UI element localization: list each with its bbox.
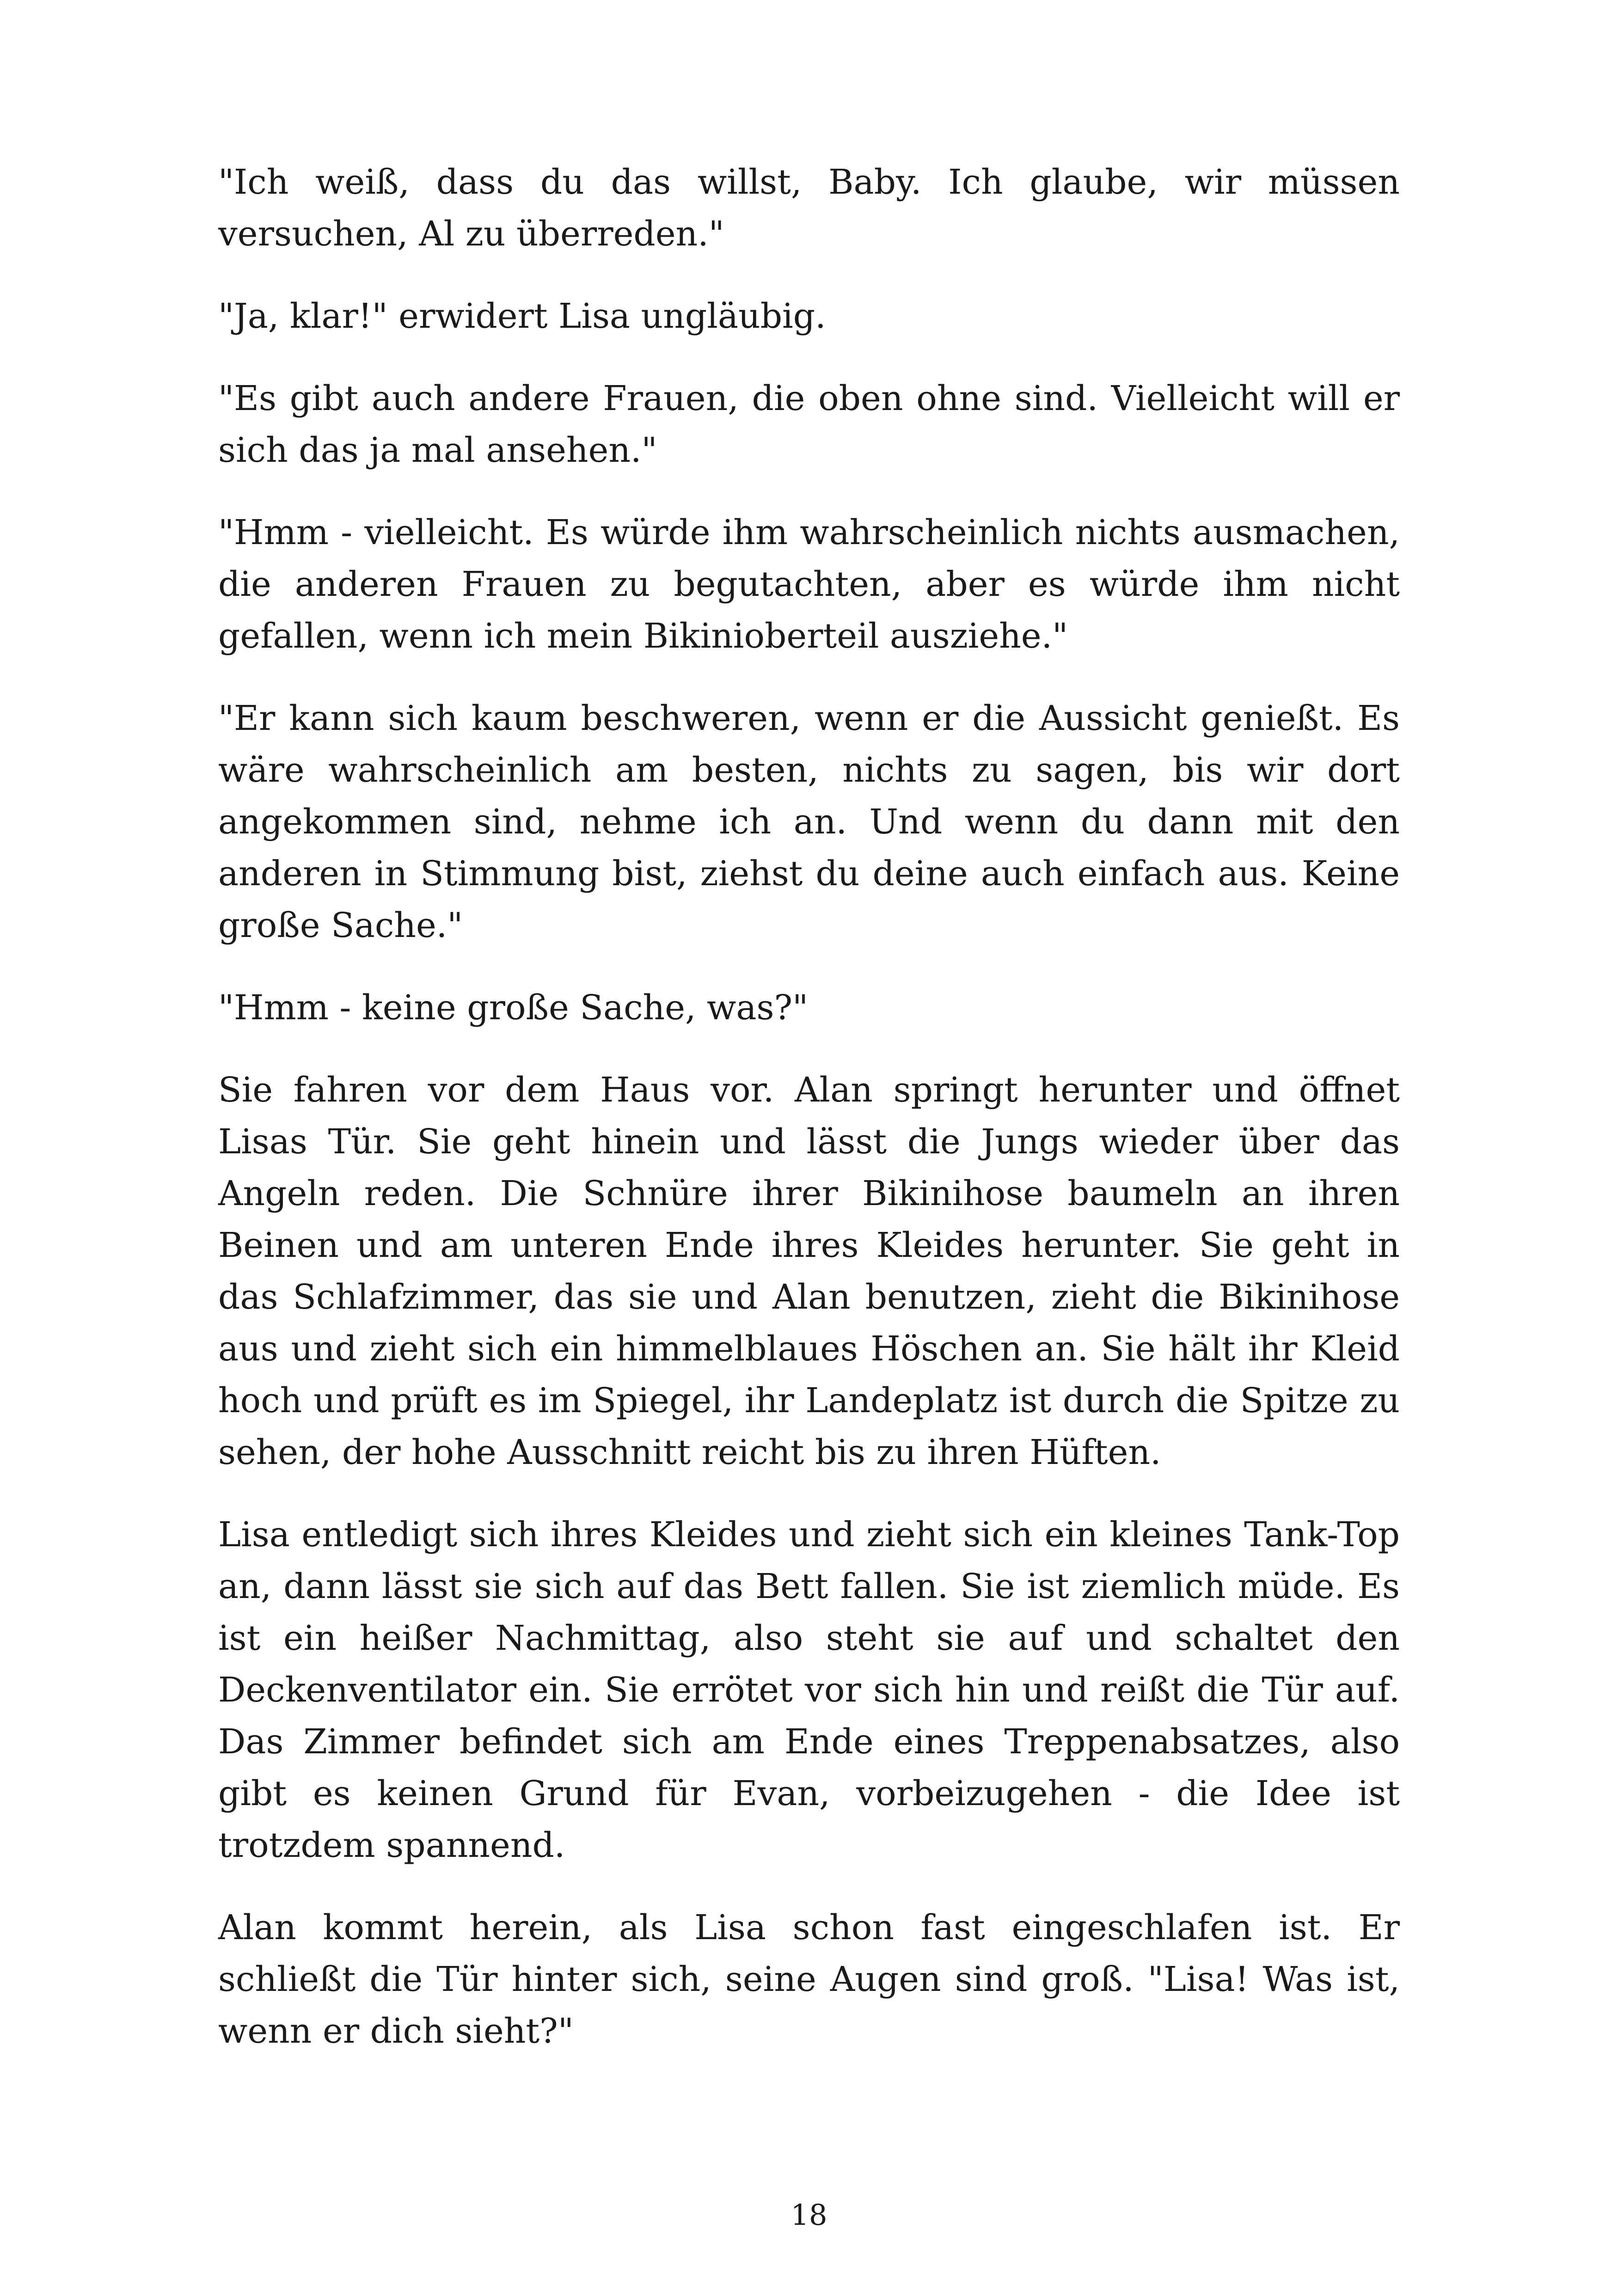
paragraph-8: Lisa entledigt sich ihres Kleides und zieht sich ein kleines Tank-Top an, dann lässt sie sich auf das Bett fallen. Sie ist ziemlich müde. Es ist ein heißer Nachmittag, also steht sie auf und schaltet den Deckenventilator ein. Sie errötet vor sich hin und reißt die Tür auf. Das Zimmer befindet sich am Ende eines Treppenabsatzes, also gibt es keinen Grund für Evan, vorbeizugehen - die Idee ist trotzdem spannend. [218, 1515, 1400, 1865]
paragraph-1: "Ich weiß, dass du das willst, Baby. Ich glaube, wir müssen versuchen, Al zu überreden." [218, 162, 1400, 254]
paragraph-5: "Er kann sich kaum beschweren, wenn er die Aussicht genießt. Es wäre wahrscheinlich am besten, nichts zu sagen, bis wir dort angekommen sind, nehme ich an. Und wenn du dann mit den anderen in Stimmung bist, ziehst du deine auch einfach aus. Keine große Sache." [218, 698, 1400, 945]
paragraph-9: Alan kommt herein, als Lisa schon fast eingeschlafen ist. Er schließt die Tür hinter sich, seine Augen sind groß. "Lisa! Was ist, wenn er dich sieht?" [218, 1908, 1400, 2051]
paragraph-7: Sie fahren vor dem Haus vor. Alan springt herunter und öffnet Lisas Tür. Sie geht hinein und lässt die Jungs wieder über das Angeln reden. Die Schnüre ihrer Bikinihose baumeln an ihren Beinen und am unteren Ende ihres Kleides herunter. Sie geht in das Schlafzimmer, das sie und Alan benutzen, zieht die Bikinihose aus und zieht sich ein himmelblaues Höschen an. Sie hält ihr Kleid hoch und prüft es im Spiegel, ihr Landeplatz ist durch die Spitze zu sehen, der hohe Ausschnitt reicht bis zu ihren Hüften. [218, 1070, 1400, 1472]
paragraph-2: "Ja, klar!" erwidert Lisa ungläubig. [218, 296, 826, 336]
page-number: 18 [791, 2198, 827, 2232]
body-text [218, 156, 1400, 2088]
paragraph-6: "Hmm - keine große Sache, was?" [218, 988, 809, 1028]
paragraph-3: "Es gibt auch andere Frauen, die oben ohne sind. Vielleicht will er sich das ja mal ansehen." [218, 379, 1400, 470]
paragraph-4: "Hmm - vielleicht. Es würde ihm wahrscheinlich nichts ausmachen, die anderen Frauen zu begutachten, aber es würde ihm nicht gefallen, wenn ich mein Bikinioberteil ausziehe." [218, 513, 1400, 656]
